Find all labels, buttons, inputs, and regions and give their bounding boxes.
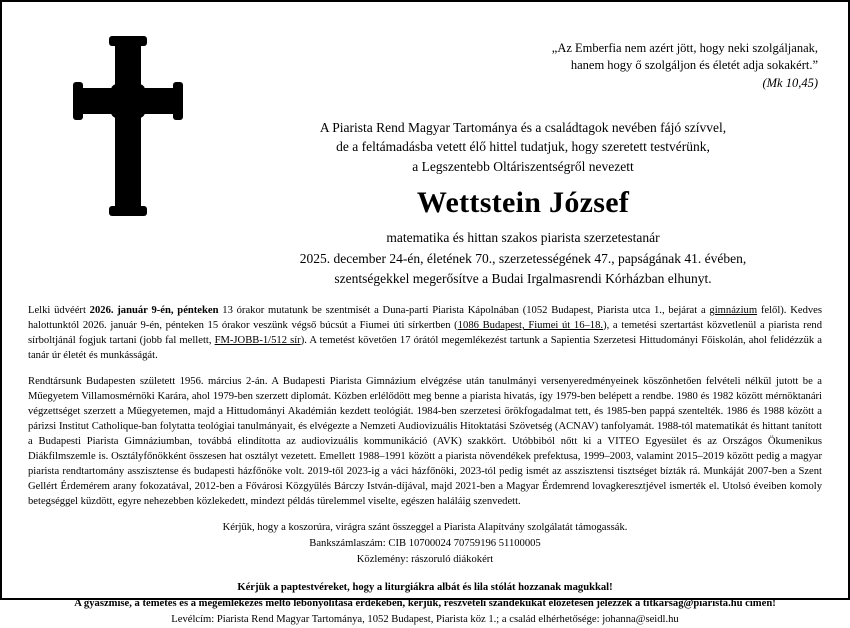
header-text-column [228,20,822,289]
subtitle-line-3: szentségekkel megerősítve a Budai Irgalmasrendi Kórházban elhunyt. [334,270,712,286]
cross-column [28,20,228,216]
deceased-name: Wettstein József [416,186,630,220]
deceased-details [228,228,818,289]
announcement-intro [228,118,818,177]
footer-line-1: Kérjük a paptestvéreket, hogy a liturgiákra albát és lila stólát hozzanak magukkal! [237,582,613,594]
quote-line-1: „Az Emberfia nem azért jött, hogy neki szolgáljanak, [551,41,818,55]
body-text [28,303,822,509]
donation-line-3: Közlemény: rászoruló diákokért [356,554,494,566]
quote-reference: (Mk 10,45) [762,75,818,90]
document-header [28,20,822,289]
cross-icon [73,36,183,216]
donation-line-2: Bankszámlaszám: CIB 10700024 70759196 51100005 [309,538,541,550]
document-inner [2,2,848,625]
footer-line-3: Levélcím: Piarista Rend Magyar Tartománya, 1052 Budapest, Piarista köz 1.; a család elhérhetősége: johanna@seidl.hu [171,613,679,625]
footer-block [28,580,822,628]
intro-line-1: A Piarista Rend Magyar Tartománya és a családtagok nevében fájó szívvel, [319,119,727,135]
quote-line-2: hanem hogy ő szolgáljon és életét adja sokakért.” [570,57,818,72]
subtitle-line-2: 2025. december 24-én, életének 70., szerzetességének 47., papságának 41. évében, [299,250,747,266]
donation-block [28,520,822,568]
scripture-quote [228,40,818,92]
donation-line-1: Kérjük, hogy a koszorúra, virágra szánt összeggel a Piarista Alapítvány szolgálatát támogassák. [222,522,628,534]
footer-line-2: A gyászmise, a temetés és a megemlékezés méltó lebonyolítása érdekében, kérjük, részvételi szándékukat előzetesen jelezzék a titkarsag@piarista.hu címen! [74,598,776,610]
subtitle-line-1: matematika és hittan szakos piarista szerzetestanár [386,230,660,246]
intro-line-3: a Legszentebb Oltáriszentségről nevezett [412,158,634,174]
paragraph-biography: Rendtársunk Budapesten született 1956. március 2-án. A Budapesti Piarista Gimnázium elvégzése után tanulmányi versenyeredményeinek köszönhetően felvételi nélkül jutott be a Műegyetem Villamosmérnöki Karára, ahol 1979-ben szerzett diplomát. Közben erlélődött meg benne a piarista hivatás, így 1979-ben belépett a rendbe. 1980 és 1982 között mérnöktanári végzettséget szerzett a Műegyetemen, majd a Hittudományi Akadémián kezdett teológiát. 1984-ben szerzetesi örökfogadalmat tett, és 1985-ben pappá szentelték. 1986 és 1988 között a párizsi Institut Catholique-ban folytatta teológiai tanulmányait, és elvégezte a Nemzeti Audiovizuális Hitoktatási Szövetség (ACNAV) tanfolyamát. 1988-tól matematikát és hittant tanított a Budapesti Piarista Gimnáziumban, továbbá elindította az audiovizuális kommunikáció (AVK) szakkört. Utóbbiból nőtt ki a VITEO Egyesület és az Országos Ökumenikus Diákfilmszemle is. Osztályfőnökként összesen hat osztályt vezetett. Emellett 1988–1991 között a piarista növendékek prefektusa, 1999–2003, valamint 2015–2019 között pedig a magyar piarista rendtartomány asszisztense és budapesti házfőnöke volt. 2019-től 2023-ig a váci házfőnöki, 2023-tól pedig ismét az asszisztensi tisztséget bízták rá. Munkáját 2007-ben a Szent Gellért Érdemérem arany fokozatával, 2012-ben a Fővárosi Közgyűlés Bárczy István-díjával, majd 2021-ben a Magyar Érdemrend lovagkeresztjével ismerték el. Utolsó éveiben komoly betegséggel küzdött, egyre nehezebben közlekedett, mindezt példás türelemmel viselte, egészen haláláig szenvedett. [28,376,822,508]
paragraph-funeral-info: Lelki üdvéért 2026. január 9-én, pénteken 13 órakor mutatunk be szentmisét a Duna-parti Piarista Kápolnában (1052 Budapest, Piarista utca 1., bejárat a gimnázium felől). Kedves halottunktól 2026. január 9-én, pénteken 15 órakor veszünk végső búcsút a Fiumei úti sírkertben (1086 Budapest, Fiumei út 16–18.), a temetési szertartást közvetlenül a piarista rend sírboltjánál fogjuk tartani (jobb fal mellett, FM-JOBB-1/512 sír). A temetést követően 17 órától megemlékezést tartunk a Sapientia Szerzetesi Hittudományi Főiskolán, ahol felidézzük a tanár úr életét és munkásságát. [28,305,823,362]
intro-line-2: de a feltámadásba vetett élő hittel tudatjuk, hogy szeretett testvérünk, [336,139,710,155]
